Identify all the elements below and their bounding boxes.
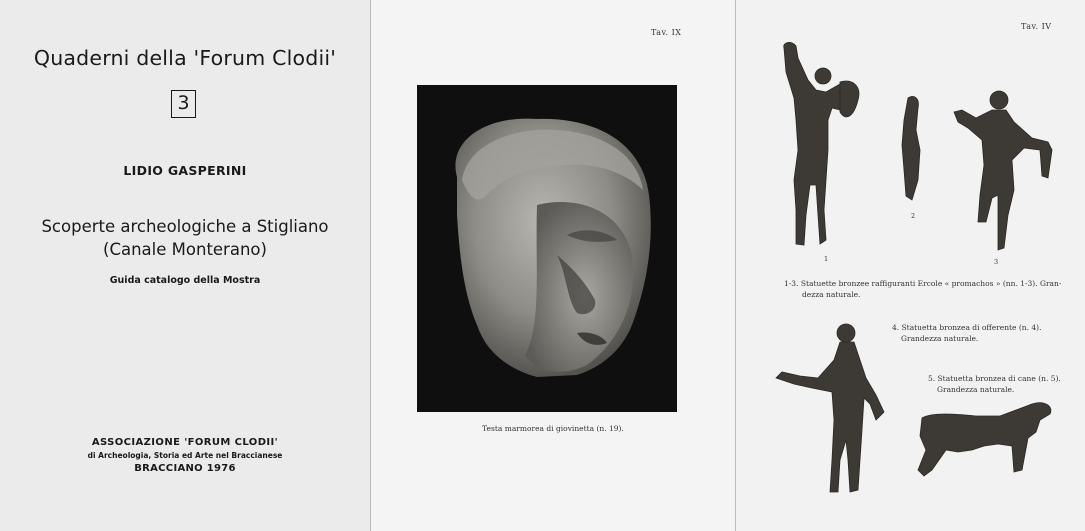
caption-line: dezza naturale. — [802, 289, 861, 299]
plate-ix-caption: Testa marmorea di giovinetta (n. 19). — [482, 424, 624, 433]
plate-iv-page — [736, 0, 1085, 531]
series-title: Quaderni della 'Forum Clodii' — [33, 46, 337, 70]
caption-line: Grandezza naturale. — [901, 333, 979, 343]
author-name: LIDIO GASPERINI — [123, 163, 247, 178]
book-title-line1: Scoperte archeologiche a Stigliano — [41, 217, 329, 236]
place-and-year: BRACCIANO 1976 — [134, 463, 236, 474]
caption-line: 4. Statuetta bronzea di offerente (n. 4). — [892, 323, 1042, 332]
figure-number-1: 1 — [824, 255, 829, 263]
statuette-2 — [902, 96, 920, 200]
catalogue-subtitle: Guida catalogo della Mostra — [109, 275, 261, 286]
plate-ix-page — [371, 0, 735, 531]
caption-statuette-5 — [928, 374, 1061, 395]
statuette-4 — [776, 324, 884, 492]
bronze-statuettes-figure — [736, 0, 1085, 531]
caption-line: 1-3. Statuette bronzee raffiguranti Ercole « promachos » (nn. 1-3). Gran- — [784, 279, 1062, 288]
cover-page — [0, 0, 370, 531]
caption-statuettes-1-3 — [784, 279, 1061, 300]
figure-number-3: 3 — [994, 258, 999, 266]
figure-number-2: 2 — [911, 212, 916, 220]
volume-number: 3 — [171, 90, 196, 118]
statuette-1 — [784, 42, 859, 245]
caption-line: Grandezza naturale. — [937, 384, 1015, 394]
publisher-description: di Archeologia, Storia ed Arte nel Braccianese — [87, 451, 283, 460]
caption-statuette-4 — [892, 323, 1041, 344]
plate-label: Tav. IV — [1021, 22, 1052, 31]
statuette-3 — [954, 91, 1052, 250]
caption-line: 5. Statuetta bronzea di cane (n. 5). — [928, 374, 1061, 383]
plate-label: Tav. IX — [651, 28, 682, 37]
publisher-name: ASSOCIAZIONE 'FORUM CLODII' — [91, 437, 279, 448]
book-title-line2: (Canale Monterano) — [103, 240, 267, 259]
marble-head-photo — [417, 85, 677, 412]
statuette-5 — [918, 403, 1051, 476]
